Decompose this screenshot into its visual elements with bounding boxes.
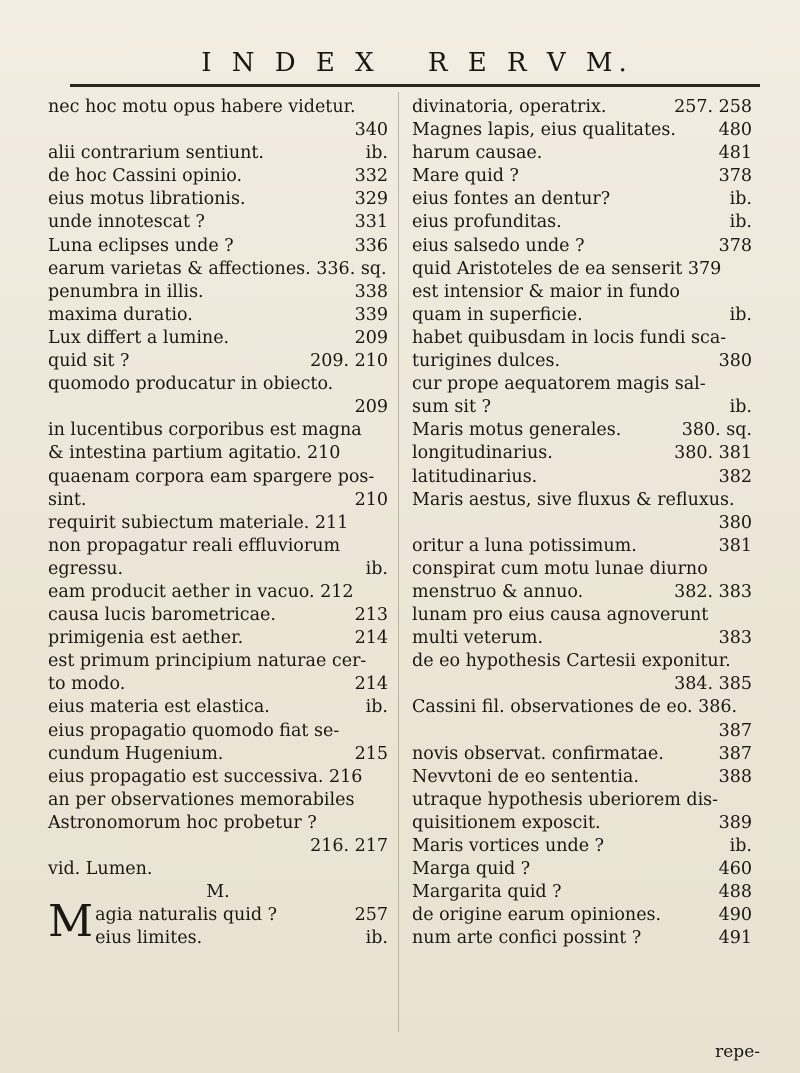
index-entry [48,327,388,350]
entry-page-number: 340 [354,120,388,141]
index-entry [48,489,388,512]
entry-page-number: 382 [718,466,752,487]
left-column [48,96,388,950]
entry-page-number: ib. [365,697,388,718]
entry-page-number: 481 [718,143,752,164]
index-entry [412,188,752,211]
entry-text: sum sit ? [412,397,491,418]
entry-text: est primum principium naturae cer- [48,651,367,672]
entry-text: Margarita quid ? [412,882,562,903]
entry-text: conspirat cum motu lunae diurno [412,558,708,579]
entry-text: penumbra in illis. [48,281,204,302]
catchword: repe- [715,1042,760,1062]
entry-text: & intestina partium agitatio. 210 [48,443,341,464]
entry-page-number: 488 [718,882,752,903]
index-entry [412,558,752,581]
entry-text: in lucentibus corporibus est magna [48,420,362,441]
entry-page-number: ib. [729,304,752,325]
entry-text: maxima duratio. [48,304,193,325]
entry-text: unde innotescat ? [48,212,205,233]
entry-text: Lux differt a lumine. [48,327,230,348]
header-index: I N D E X [201,48,380,78]
index-entry [48,604,388,627]
entry-page-number: 215 [354,743,388,764]
entry-page-number: ib. [729,189,752,210]
entry-page-number: 209 [354,397,388,418]
entry-text: harum causae. [412,143,543,164]
entry-text: an per observationes memorabiles [48,789,355,810]
entry-text: de eo hypothesis Cartesii exponitur. [412,651,731,672]
index-entry [48,927,388,950]
index-entry [48,211,388,234]
entry-page-number: 210 [354,489,388,510]
entry-text: alii contrarium sentiunt. [48,143,264,164]
index-entry [412,396,752,419]
entry-page-number: 387 [718,720,752,741]
index-entry [48,743,388,766]
index-entry [48,789,388,812]
entry-text: causa lucis barometricae. [48,605,276,626]
entry-text: eius propagatio quomodo fiat se- [48,720,340,741]
index-entry [48,119,388,142]
entry-text: eius materia est elastica. [48,697,270,718]
entry-text: multi veterum. [412,628,544,649]
index-entry [412,304,752,327]
index-entry [48,188,388,211]
index-entry [48,419,388,442]
header-rule [70,84,760,87]
index-entry [412,165,752,188]
entry-text: num arte confici possint ? [412,928,642,949]
entry-page-number: 338 [354,281,388,302]
entry-text: cur prope aequatorem magis sal- [412,374,706,395]
index-entry [48,766,388,789]
entry-page-number: 209. 210 [310,351,388,372]
entry-text: est intensior & maior in fundo [412,281,680,302]
entry-page-number: ib. [729,397,752,418]
index-entry [48,558,388,581]
entry-page-number: 216. 217 [310,836,388,856]
running-header [0,48,800,78]
index-entry [48,281,388,304]
entry-page-number: 378 [718,166,752,187]
index-entry [412,766,752,789]
index-entry [412,904,752,927]
index-entry [412,627,752,650]
entry-text: latitudinarius. [412,466,538,487]
index-entry [412,673,752,696]
entry-text: cundum Hugenium. [48,743,224,764]
drop-cap: M [48,896,94,948]
entry-text: Astronomorum hoc probetur ? [48,812,317,833]
entry-text: primigenia est aether. [48,628,244,649]
index-entry [48,512,388,535]
entry-text: oritur a luna potissimum. [412,535,637,556]
index-entry [412,489,752,512]
index-entry [412,743,752,766]
index-entry [48,396,388,419]
entry-page-number: 332 [354,166,388,187]
entry-page-number: ib. [365,143,388,164]
index-entry [412,211,752,234]
entry-text: quid Aristoteles de ea senserit 379 [412,258,722,279]
entry-page-number: 214 [354,674,388,695]
entry-text: Mare quid ? [412,166,519,187]
entry-page-number: 257 [354,905,388,926]
entry-page-number: 380 [718,512,752,533]
entry-text: requirit subiectum materiale. 211 [48,512,349,533]
index-entry [412,119,752,142]
entry-text: quomodo producatur in obiecto. [48,374,334,395]
index-entry [412,535,752,558]
index-entry [48,720,388,743]
entry-text: Maris vortices unde ? [412,836,605,856]
index-entry [48,304,388,327]
index-entry [412,927,752,950]
entry-page-number: 381 [718,535,752,556]
entry-text: de hoc Cassini opinio. [48,166,243,187]
entry-text: quaenam corpora eam spargere pos- [48,466,375,487]
index-entry [412,812,752,835]
index-entry [48,165,388,188]
entry-text: eius propagatio est successiva. 216 [48,766,363,787]
entry-text: eam producit aether in vacuo. 212 [48,581,354,602]
entry-text: agia naturalis quid ? [95,905,278,926]
entry-page-number: 460 [718,859,752,880]
entry-page-number: 257. 258 [674,97,752,117]
entry-text: Marga quid ? [412,859,531,880]
index-entry [412,281,752,304]
index-entry [412,696,752,719]
index-entry [48,881,388,904]
index-entry [48,350,388,373]
index-entry [412,858,752,881]
entry-text: eius profunditas. [412,212,562,233]
entry-page-number: 378 [718,235,752,256]
entry-text: Nevvtoni de eo sententia. [412,766,639,787]
entry-text: non propagatur reali effluviorum [48,535,341,556]
index-entry [412,142,752,165]
index-entry [412,466,752,489]
index-entry [412,881,752,904]
index-entry [48,673,388,696]
entry-page-number: 380. sq. [681,420,752,441]
index-entry [48,235,388,258]
index-entry [48,696,388,719]
entry-page-number: 491 [718,928,752,949]
index-entry [412,373,752,396]
entry-text: quisitionem exposcit. [412,812,601,833]
index-entry [48,442,388,465]
index-entry [48,627,388,650]
entry-text: de origine earum opiniones. [412,905,662,926]
entry-page-number: 382. 383 [674,581,752,602]
index-entry [412,350,752,373]
entry-text: Magnes lapis, eius qualitates. [412,120,676,141]
entry-page-number: 329 [354,189,388,210]
entry-text: Maris motus generales. [412,420,622,441]
entry-text: quid sit ? [48,351,130,372]
entry-page-number: ib. [365,558,388,579]
entry-text: divinatoria, operatrix. [412,97,607,117]
entry-page-number: 380. 381 [674,443,752,464]
entry-text: sint. [48,489,87,510]
entry-text: earum varietas & affectiones. 336. sq. [48,258,387,279]
index-entry [48,96,388,119]
entry-page-number: 480 [718,120,752,141]
entry-text: longitudinarius. [412,443,553,464]
index-entry [412,96,752,119]
index-entry [48,466,388,489]
entry-page-number: 389 [718,812,752,833]
entry-page-number: 388 [718,766,752,787]
entry-text: egressu. [48,558,124,579]
index-entry [48,650,388,673]
header-rerum: R E R V M. [427,48,633,78]
entry-text: vid. Lumen. [48,859,153,880]
index-entry [412,650,752,673]
index-entry [48,812,388,835]
entry-page-number: 336 [354,235,388,256]
entry-page-number: 214 [354,628,388,649]
entry-text: eius limites. [95,928,203,949]
right-column [412,96,752,950]
entry-text: eius fontes an dentur? [412,189,611,210]
entry-text: eius salsedo unde ? [412,235,585,256]
entry-page-number: ib. [365,928,388,949]
entry-text: turigines dulces. [412,351,561,372]
entry-page-number: 213 [354,605,388,626]
entry-text: novis observat. confirmatae. [412,743,664,764]
entry-page-number: 339 [354,304,388,325]
entry-page-number: ib. [729,212,752,233]
index-entry [412,789,752,812]
entry-text: Luna eclipses unde ? [48,235,234,256]
column-divider [398,92,399,1032]
entry-page-number: 380 [718,351,752,372]
entry-page-number: 384. 385 [674,674,752,695]
entry-page-number: 209 [354,327,388,348]
entry-page-number: 490 [718,905,752,926]
entry-text: habet quibusdam in locis fundi sca- [412,327,727,348]
index-entry [412,327,752,350]
index-entry [48,258,388,281]
entry-text: nec hoc motu opus habere videtur. [48,97,356,117]
entry-page-number: 331 [354,212,388,233]
entry-text: Maris aestus, sive fluxus & refluxus. [412,489,735,510]
index-entry [48,142,388,165]
entry-page-number: 387 [718,743,752,764]
index-entry [412,720,752,743]
index-entry [412,235,752,258]
index-entry [48,858,388,881]
index-entry [412,512,752,535]
index-entry [48,373,388,396]
entry-text: to modo. [48,674,126,695]
entry-text: eius motus librationis. [48,189,246,210]
index-entry [412,835,752,858]
index-entry [48,581,388,604]
index-entry [48,535,388,558]
index-entry [412,581,752,604]
entry-page-number: 383 [718,628,752,649]
entry-text: lunam pro eius causa agnoverunt [412,605,709,626]
index-entry [412,604,752,627]
index-entry [412,258,752,281]
index-entry [48,835,388,858]
entry-text: quam in superficie. [412,304,583,325]
index-entry [412,442,752,465]
entry-text: Cassini fil. observationes de eo. 386. [412,697,738,718]
entry-text: M. [206,882,230,903]
entry-page-number: ib. [729,836,752,856]
index-entry [412,419,752,442]
entry-text: utraque hypothesis uberiorem dis- [412,789,719,810]
entry-text: menstruo & annuo. [412,581,584,602]
